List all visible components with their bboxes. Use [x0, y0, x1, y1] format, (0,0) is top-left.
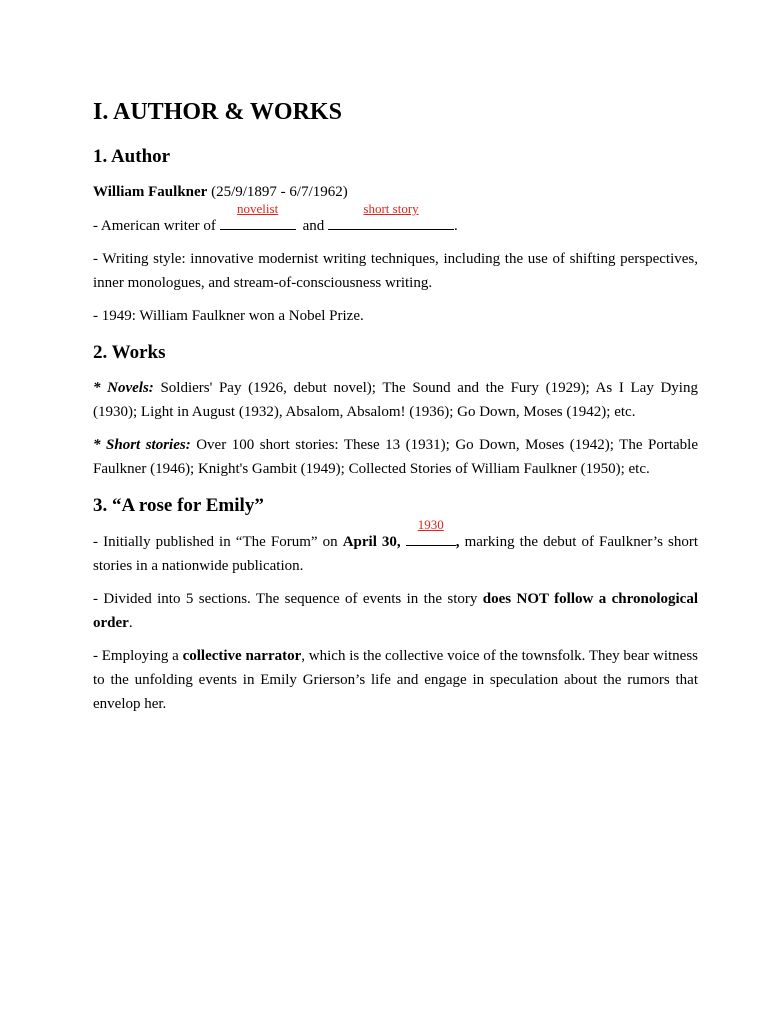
- short-stories-label: * Short stories:: [93, 437, 191, 453]
- author-name: William Faulkner: [93, 184, 208, 200]
- novels-label: * Novels:: [93, 380, 154, 396]
- short-stories-text: Over 100 short stories: These 13 (1931); Go Down, Moses (1942); The Portable Faulkner (1946); Knight's Gambit (1949); Collected Stories of William Faulkner (1950); etc.: [93, 437, 698, 477]
- line-period: .: [454, 218, 458, 234]
- author-dates: (25/9/1897 - 6/7/1962): [207, 184, 348, 200]
- novels-text: Soldiers' Pay (1926, debut novel); The Sound and the Fury (1929); As I Lay Dying (1930); Light in August (1932), Absalom, Absalom! (1936); Go Down, Moses (1942); etc.: [93, 380, 698, 420]
- publication-suffix: marking the debut of Faulkner’s short stories in a nationwide publication.: [93, 534, 699, 574]
- narrator-prefix: - Employing a: [93, 648, 183, 664]
- works-heading: 2. Works: [93, 342, 166, 363]
- author-heading: 1. Author: [93, 146, 171, 167]
- publication-comma: ,: [455, 534, 460, 550]
- sections-prefix: - Divided into 5 sections. The sequence of events in the story: [93, 591, 483, 607]
- novelist-answer: novelist: [237, 201, 279, 216]
- sections-suffix: .: [128, 615, 133, 631]
- short-story-answer: short story: [363, 201, 419, 216]
- publication-paragraph: [93, 517, 699, 578]
- narrator-paragraph: [93, 644, 698, 716]
- year-answer: 1930: [417, 517, 444, 532]
- american-writer-line: [93, 201, 698, 238]
- narrator-bold: collective narrator: [182, 648, 302, 664]
- publication-prefix: - Initially published in “The Forum” on: [93, 534, 343, 550]
- year-blank: [406, 517, 456, 546]
- rose-heading: 3. “A rose for Emily”: [93, 495, 264, 516]
- novels-paragraph: [93, 376, 698, 424]
- nobel-prize-line: - 1949: William Faulkner won a Nobel Prize.: [93, 308, 364, 324]
- narrator-suffix: , which is the collective voice of the townsfolk. They bear witness to the unfolding events in Emily Grierson’s life and engage in speculation about the rumors that envelop her.: [93, 648, 698, 712]
- sections-paragraph: [93, 587, 698, 635]
- document-content: [93, 96, 698, 725]
- document-title: I. AUTHOR & WORKS: [93, 99, 342, 125]
- and-text: and: [302, 218, 329, 234]
- short-stories-paragraph: [93, 433, 698, 481]
- american-writer-prefix: - American writer of: [93, 218, 220, 234]
- writing-style-line: - Writing style: innovative modernist writing techniques, including the use of shifting perspectives, inner monologues, and stream-of-consciousness writing.: [93, 251, 698, 291]
- publication-date: April 30,: [342, 534, 406, 550]
- novelist-blank: [220, 201, 296, 230]
- short-story-blank: [328, 201, 454, 230]
- sections-bold: does NOT follow a chronological order: [93, 591, 698, 631]
